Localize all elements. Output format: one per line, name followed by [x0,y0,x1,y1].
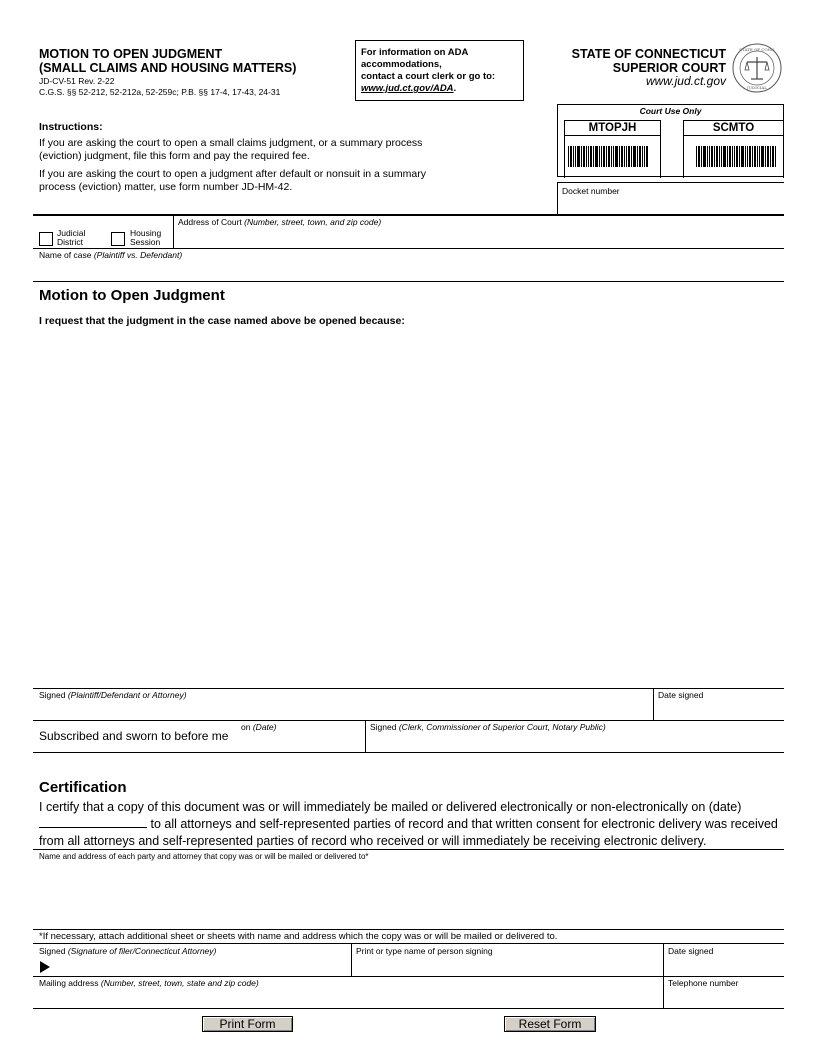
certification-heading: Certification [39,779,127,796]
case-name-hint: (Plaintiff vs. Defendant) [93,250,183,260]
reason-text-area[interactable] [39,332,779,684]
instructions-para2: If you are asking the court to open a judgment after default or nonsuit in a summary process (eviction) matter, use form number JD-HM-42. [39,168,426,193]
barcode-1-icon [568,146,648,167]
signed-field[interactable] [39,690,187,700]
on-date-label: on [241,722,251,732]
court-code-2: SCMTO [684,121,783,136]
divider [33,688,784,689]
judicial-district-checkbox[interactable] [39,232,53,246]
mailing-address-hint: (Number, street, town, state and zip code) [100,978,259,988]
divider [351,943,352,977]
divider [33,752,784,753]
court-address-label: Address of Court [178,217,242,227]
cert-date-signed-field[interactable] [668,946,713,956]
court-address-hint: (Number, street, town, and zip code) [244,217,382,227]
name-address-field[interactable] [39,852,369,862]
judicial-seal-icon [732,43,782,93]
ada-line2: accommodations, [361,59,442,70]
telephone-label: Telephone number [668,978,739,988]
divider [33,248,784,249]
ada-line3: contact a court clerk or go to: [361,71,496,82]
print-form-button[interactable]: Print Form [202,1016,293,1032]
sign-here-arrow-icon [40,961,50,973]
clerk-signed-hint: (Clerk, Commissioner of Superior Court, Notary Public) [398,722,606,732]
motion-request: I request that the judgment in the case named above be opened because: [39,315,405,327]
court-header [572,48,726,89]
form-number: JD-CV-51 Rev. 2-22 [39,76,115,86]
signed-hint: (Plaintiff/Defendant or Attorney) [67,690,187,700]
date-signed-label: Date signed [658,690,704,700]
case-name-label: Name of case [39,250,92,260]
housing-session-checkbox[interactable] [111,232,125,246]
barcode-2-icon [696,146,776,167]
certification-date-field[interactable] [39,816,147,828]
print-name-field[interactable] [356,946,493,956]
mailing-address-label: Mailing address [39,978,99,988]
court-address-field[interactable] [178,217,381,227]
judicial-line2: District [57,237,83,247]
state-name: STATE OF CONNECTICUT [571,47,726,61]
filer-signed-label: Signed [39,946,66,956]
judicial-line1: Judicial [57,228,86,238]
instructions-para1: If you are asking the court to open a small claims judgment, or a summary process (eviction) judgment, file this form and pay the required fee. [39,137,423,162]
clerk-signed-field[interactable] [370,722,606,732]
ada-period: . [453,83,457,94]
svg-text:JUDICIAL: JUDICIAL [747,85,767,90]
housing-line1: Housing [130,228,162,238]
divider [33,1008,784,1009]
name-address-label: Name and address of each party and attorney that copy was or will be mailed or delivered to* [39,852,369,861]
court-use-box [557,104,784,177]
divider [33,929,784,930]
ada-link[interactable]: www.jud.ct.gov/ADA [361,83,454,94]
docket-label: Docket number [562,186,620,196]
footnote: *If necessary, attach additional sheet or sheets with name and address which the copy was or will be mailed or delivered to. [39,931,558,942]
divider [33,214,784,216]
housing-line2: Session [130,237,161,247]
instructions-heading: Instructions: [39,121,103,133]
certification-text [39,799,779,850]
divider [33,849,784,850]
form-title-line2: (SMALL CLAIMS AND HOUSING MATTERS) [39,61,297,75]
judicial-district-label [57,229,85,247]
court-use-label: Court Use Only [639,106,702,116]
case-name-field[interactable] [39,250,182,260]
mailing-address-field[interactable] [39,978,259,988]
form-title [39,47,296,75]
certification-text-part2: to all attorneys and self-represented parties of record and that written consent for electronic delivery was received from all attorneys and self-represented parties of record who received or will immediately be receiving electronic delivery. [39,817,778,848]
ada-info-box [355,40,524,101]
housing-session-label [130,229,161,247]
certification-text-part1: I certify that a copy of this document was or will immediately be mailed or delivered electronically or non-electronically on (date) [39,800,742,814]
clerk-signed-label: Signed [370,722,397,732]
website: www.jud.ct.gov [645,74,726,88]
date-signed-field[interactable] [658,690,703,700]
on-date-hint: (Date) [252,722,277,732]
sworn-text: Subscribed and sworn to before me [39,729,229,743]
statutes: C.G.S. §§ 52-212, 52-212a, 52-259c; P.B. §§ 17-4, 17-43, 24-31 [39,87,281,97]
divider [653,688,654,720]
signed-label: Signed [39,690,66,700]
divider [33,943,784,944]
motion-heading: Motion to Open Judgment [39,287,225,304]
divider [365,720,366,752]
print-name-label: Print or type name of person signing [356,946,493,956]
svg-text:STATE OF CONN: STATE OF CONN [739,47,775,52]
court-name: SUPERIOR COURT [612,60,726,75]
court-code-1: MTOPJH [565,121,660,136]
filer-signed-hint: (Signature of filer/Connecticut Attorney) [67,946,217,956]
divider [33,281,784,282]
divider [173,215,174,248]
docket-number-field[interactable] [557,182,784,216]
reset-form-button[interactable]: Reset Form [504,1016,596,1032]
cert-date-signed-label: Date signed [668,946,714,956]
divider [33,720,784,721]
divider [33,976,784,977]
sworn-date-field[interactable] [241,722,276,732]
ada-line1: For information on ADA [361,47,469,58]
telephone-field[interactable] [668,978,738,988]
filer-signature-field[interactable] [39,946,216,956]
form-title-line1: MOTION TO OPEN JUDGMENT [39,47,223,61]
